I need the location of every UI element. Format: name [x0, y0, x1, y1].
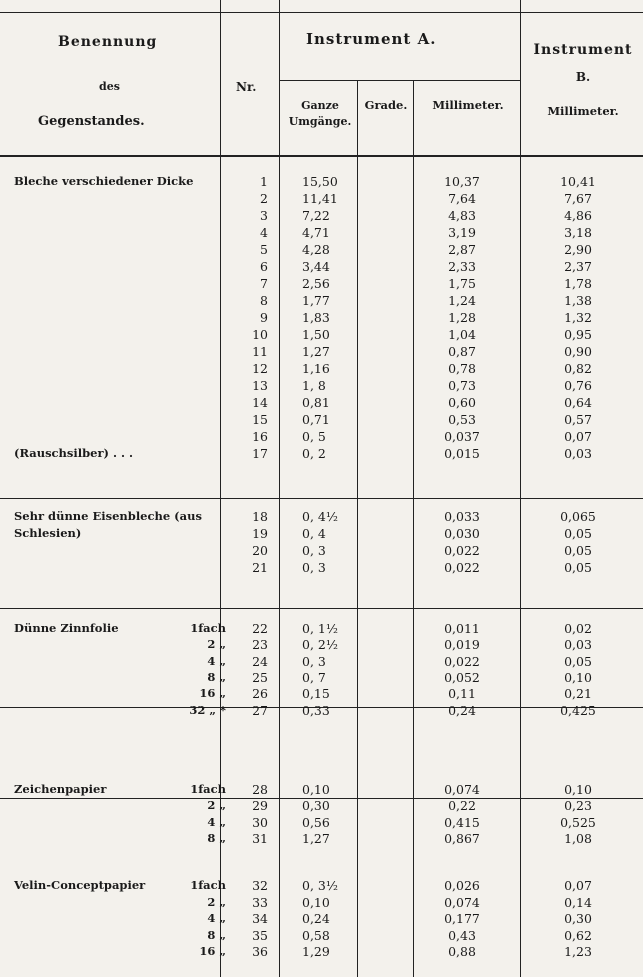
header-des: des — [99, 80, 120, 93]
cell-mm-b: 0,23 — [564, 798, 592, 814]
cell-ganze-umgaenge: 15,50 — [302, 174, 338, 189]
table-row — [0, 702, 643, 719]
cell-ganze-umgaenge: 0, 5 — [302, 429, 326, 444]
cell-nr: 6 — [260, 259, 268, 274]
cell-mm-a: 1,24 — [448, 293, 476, 308]
cell-ganze-umgaenge: 0,30 — [302, 798, 330, 814]
cell-mm-b: 3,18 — [564, 225, 592, 240]
cell-mm-a: 0,011 — [444, 621, 480, 636]
cell-mm-a: 10,37 — [444, 174, 480, 189]
header-mm-b: Millimeter. — [547, 104, 619, 118]
cell-mm-b: 0,07 — [564, 429, 592, 444]
group-separator — [0, 608, 643, 609]
cell-ganze-umgaenge: 0,56 — [302, 814, 330, 830]
cell-mm-a: 1,75 — [448, 276, 476, 291]
cell-mm-a: 0,022 — [444, 543, 480, 558]
cell-multiplier: 2 „ — [207, 637, 226, 652]
cell-mm-b: 0,64 — [564, 395, 592, 410]
table-row — [0, 830, 643, 847]
header-mm-a: Millimeter. — [432, 98, 504, 112]
cell-ganze-umgaenge: 0,81 — [302, 395, 330, 410]
table-row — [0, 542, 643, 559]
cell-nr: 36 — [252, 944, 268, 959]
cell-ganze-umgaenge: 0,33 — [302, 702, 330, 718]
cell-nr: 14 — [252, 395, 268, 410]
cell-mm-a: 2,87 — [448, 242, 476, 257]
cell-ganze-umgaenge: 0,24 — [302, 911, 330, 926]
table-row — [0, 445, 643, 462]
cell-nr: 34 — [252, 911, 268, 926]
cell-mm-a: 7,64 — [448, 191, 476, 206]
cell-nr: 35 — [252, 927, 268, 943]
table-row — [0, 508, 643, 525]
table-row — [0, 207, 643, 224]
table-row — [0, 411, 643, 428]
cell-ganze-umgaenge: 1,50 — [302, 327, 330, 342]
cell-nr: 11 — [252, 344, 268, 359]
cell-mm-a: 0,074 — [444, 894, 480, 910]
row-label: Velin-Conceptpapier — [14, 878, 146, 892]
header-ganze-umgaenge: Ganze Umgänge. — [288, 99, 352, 128]
cell-ganze-umgaenge: 0, 7 — [302, 669, 326, 685]
header-instrument-b: Instrument — [533, 42, 633, 58]
cell-mm-a: 0,53 — [448, 412, 476, 427]
table-row — [0, 173, 643, 190]
cell-mm-b: 1,32 — [564, 310, 592, 325]
table-row — [0, 241, 643, 258]
table-row — [0, 894, 643, 911]
cell-multiplier: 2 „ — [207, 798, 226, 813]
cell-mm-b: 0,62 — [564, 927, 592, 943]
row-label: Schlesien) — [14, 526, 82, 540]
table-row — [0, 258, 643, 275]
table-row — [0, 927, 643, 944]
cell-nr: 32 — [252, 878, 268, 893]
cell-ganze-umgaenge: 0,10 — [302, 894, 330, 910]
cell-mm-b: 2,90 — [564, 242, 592, 257]
header-nr: Nr. — [236, 80, 257, 94]
cell-mm-b: 0,95 — [564, 327, 592, 342]
table-row — [0, 343, 643, 360]
cell-mm-b: 4,86 — [564, 208, 592, 223]
cell-nr: 25 — [252, 669, 268, 685]
cell-nr: 12 — [252, 361, 268, 376]
cell-ganze-umgaenge: 0,10 — [302, 782, 330, 797]
cell-mm-b: 0,05 — [564, 526, 592, 541]
cell-mm-a: 0,037 — [444, 429, 480, 444]
cell-mm-b: 0,03 — [564, 446, 592, 461]
cell-mm-b: 1,23 — [564, 944, 592, 959]
cell-mm-b: 0,05 — [564, 543, 592, 558]
cell-mm-a: 3,19 — [448, 225, 476, 240]
cell-multiplier: 4 „ — [207, 653, 226, 668]
table-row — [0, 943, 643, 960]
table-row — [0, 620, 643, 637]
table-row — [0, 309, 643, 326]
cell-mm-b: 0,05 — [564, 653, 592, 669]
cell-mm-a: 0,22 — [448, 798, 476, 814]
table-row — [0, 781, 643, 798]
rule-h-top — [0, 12, 643, 13]
cell-mm-a: 0,026 — [444, 878, 480, 893]
cell-nr: 1 — [260, 174, 268, 189]
cell-ganze-umgaenge: 0,15 — [302, 686, 330, 702]
cell-nr: 19 — [252, 526, 268, 541]
cell-multiplier: 16 „ — [199, 686, 226, 701]
cell-ganze-umgaenge: 1,83 — [302, 310, 330, 325]
table-row — [0, 275, 643, 292]
cell-ganze-umgaenge: 0, 2 — [302, 446, 326, 461]
cell-multiplier: 4 „ — [207, 911, 226, 925]
table-row — [0, 292, 643, 309]
cell-nr: 5 — [260, 242, 268, 257]
row-label: Sehr dünne Eisenbleche (aus — [14, 509, 202, 523]
cell-mm-a: 0,033 — [444, 509, 480, 524]
cell-mm-a: 0,415 — [444, 814, 480, 830]
cell-mm-a: 0,88 — [448, 944, 476, 959]
cell-ganze-umgaenge: 0, 4½ — [302, 509, 338, 524]
cell-nr: 31 — [252, 830, 268, 846]
cell-multiplier: 1fach — [190, 621, 226, 635]
cell-ganze-umgaenge: 11,41 — [302, 191, 338, 206]
cell-multiplier: 16 „ — [199, 944, 226, 958]
cell-mm-a: 0,78 — [448, 361, 476, 376]
cell-nr: 33 — [252, 894, 268, 910]
table-row — [0, 910, 643, 927]
cell-nr: 18 — [252, 509, 268, 524]
cell-nr: 27 — [252, 702, 268, 718]
cell-ganze-umgaenge: 2,56 — [302, 276, 330, 291]
table-row — [0, 428, 643, 445]
header-instrument-b-letter: B. — [575, 70, 591, 84]
table-row — [0, 394, 643, 411]
cell-nr: 2 — [260, 191, 268, 206]
cell-mm-a: 0,074 — [444, 782, 480, 797]
cell-nr: 7 — [260, 276, 268, 291]
cell-mm-a: 0,022 — [444, 653, 480, 669]
cell-multiplier: 4 „ — [207, 814, 226, 829]
header-instrument-a: Instrument A. — [306, 30, 437, 48]
table-row — [0, 797, 643, 814]
cell-nr: 24 — [252, 653, 268, 669]
table-row — [0, 814, 643, 831]
table-row — [0, 190, 643, 207]
cell-ganze-umgaenge: 4,28 — [302, 242, 330, 257]
cell-nr: 22 — [252, 621, 268, 636]
table-row — [0, 653, 643, 670]
cell-ganze-umgaenge: 7,22 — [302, 208, 330, 223]
cell-mm-b: 10,41 — [560, 174, 596, 189]
cell-mm-a: 0,73 — [448, 378, 476, 393]
cell-ganze-umgaenge: 1,27 — [302, 344, 330, 359]
cell-multiplier: 8 „ — [207, 927, 226, 942]
cell-mm-a: 0,867 — [444, 830, 480, 846]
cell-nr: 9 — [260, 310, 268, 325]
table-row — [0, 685, 643, 702]
cell-mm-b: 0,525 — [560, 814, 596, 830]
header-benennung: Benennung — [58, 34, 158, 50]
cell-mm-a: 0,60 — [448, 395, 476, 410]
cell-ganze-umgaenge: 0, 4 — [302, 526, 326, 541]
cell-ganze-umgaenge: 0,71 — [302, 412, 330, 427]
header-gegenstandes: Gegenstandes. — [38, 114, 145, 129]
cell-mm-a: 2,33 — [448, 259, 476, 274]
cell-mm-a: 0,030 — [444, 526, 480, 541]
cell-multiplier: 2 „ — [207, 894, 226, 909]
cell-mm-a: 1,28 — [448, 310, 476, 325]
cell-mm-a: 1,04 — [448, 327, 476, 342]
cell-mm-b: 0,05 — [564, 560, 592, 575]
cell-mm-a: 0,11 — [448, 686, 476, 702]
cell-mm-a: 0,87 — [448, 344, 476, 359]
row-label: (Rauschsilber) . . . — [14, 446, 134, 460]
cell-nr: 15 — [252, 412, 268, 427]
cell-nr: 26 — [252, 686, 268, 702]
cell-ganze-umgaenge: 3,44 — [302, 259, 330, 274]
cell-mm-b: 0,57 — [564, 412, 592, 427]
cell-ganze-umgaenge: 1, 8 — [302, 378, 326, 393]
cell-mm-a: 0,022 — [444, 560, 480, 575]
cell-mm-a: 0,177 — [444, 911, 480, 926]
cell-nr: 10 — [252, 327, 268, 342]
cell-ganze-umgaenge: 1,16 — [302, 361, 330, 376]
cell-mm-b: 0,02 — [564, 621, 592, 636]
cell-nr: 13 — [252, 378, 268, 393]
cell-multiplier: 1fach — [190, 782, 226, 796]
cell-mm-b: 0,76 — [564, 378, 592, 393]
cell-multiplier: 8 „ — [207, 830, 226, 845]
cell-nr: 28 — [252, 782, 268, 797]
cell-nr: 23 — [252, 637, 268, 653]
cell-multiplier: 8 „ — [207, 669, 226, 684]
rule-h-instA — [280, 80, 520, 81]
table-row — [0, 326, 643, 343]
cell-mm-b: 0,82 — [564, 361, 592, 376]
cell-nr: 8 — [260, 293, 268, 308]
row-label: Zeichenpapier — [14, 782, 107, 796]
cell-ganze-umgaenge: 1,77 — [302, 293, 330, 308]
table-row — [0, 360, 643, 377]
table-row — [0, 636, 643, 653]
table-row — [0, 377, 643, 394]
table-row — [0, 525, 643, 542]
cell-ganze-umgaenge: 0,58 — [302, 927, 330, 943]
cell-mm-b: 0,30 — [564, 911, 592, 926]
cell-nr: 16 — [252, 429, 268, 444]
rule-h-header — [0, 155, 643, 157]
cell-mm-b: 0,03 — [564, 637, 592, 653]
table-row — [0, 877, 643, 894]
cell-nr: 21 — [252, 560, 268, 575]
cell-mm-b: 1,38 — [564, 293, 592, 308]
cell-mm-a: 4,83 — [448, 208, 476, 223]
header-grade: Grade. — [364, 98, 408, 112]
cell-nr: 4 — [260, 225, 268, 240]
cell-mm-b: 0,10 — [564, 782, 592, 797]
cell-ganze-umgaenge: 0, 3 — [302, 653, 326, 669]
table-row — [0, 559, 643, 576]
cell-ganze-umgaenge: 0, 3 — [302, 560, 326, 575]
cell-multiplier: 32 „ * — [189, 702, 226, 717]
cell-mm-a: 0,015 — [444, 446, 480, 461]
cell-ganze-umgaenge: 0, 3 — [302, 543, 326, 558]
cell-mm-a: 0,019 — [444, 637, 480, 653]
cell-nr: 30 — [252, 814, 268, 830]
row-label: Bleche verschiedener Dicke — [14, 174, 194, 188]
cell-mm-b: 0,14 — [564, 894, 592, 910]
cell-mm-a: 0,052 — [444, 669, 480, 685]
cell-mm-b: 0,065 — [560, 509, 596, 524]
cell-mm-a: 0,24 — [448, 702, 476, 718]
table-row — [0, 669, 643, 686]
cell-ganze-umgaenge: 4,71 — [302, 225, 330, 240]
cell-mm-b: 0,425 — [560, 702, 596, 718]
cell-mm-a: 0,43 — [448, 927, 476, 943]
cell-mm-b: 1,08 — [564, 830, 592, 846]
table-row — [0, 224, 643, 241]
cell-ganze-umgaenge: 0, 3½ — [302, 878, 338, 893]
cell-multiplier: 1fach — [190, 878, 226, 892]
cell-ganze-umgaenge: 1,27 — [302, 830, 330, 846]
cell-mm-b: 2,37 — [564, 259, 592, 274]
cell-mm-b: 0,10 — [564, 669, 592, 685]
cell-ganze-umgaenge: 0, 2½ — [302, 637, 338, 653]
group-separator — [0, 498, 643, 499]
cell-nr: 3 — [260, 208, 268, 223]
cell-ganze-umgaenge: 0, 1½ — [302, 621, 338, 636]
cell-mm-b: 0,90 — [564, 344, 592, 359]
cell-mm-b: 1,78 — [564, 276, 592, 291]
cell-nr: 17 — [252, 446, 268, 461]
cell-ganze-umgaenge: 1,29 — [302, 944, 330, 959]
cell-nr: 20 — [252, 543, 268, 558]
row-label: Dünne Zinnfolie — [14, 621, 119, 635]
cell-mm-b: 0,21 — [564, 686, 592, 702]
cell-mm-b: 0,07 — [564, 878, 592, 893]
cell-nr: 29 — [252, 798, 268, 814]
cell-mm-b: 7,67 — [564, 191, 592, 206]
